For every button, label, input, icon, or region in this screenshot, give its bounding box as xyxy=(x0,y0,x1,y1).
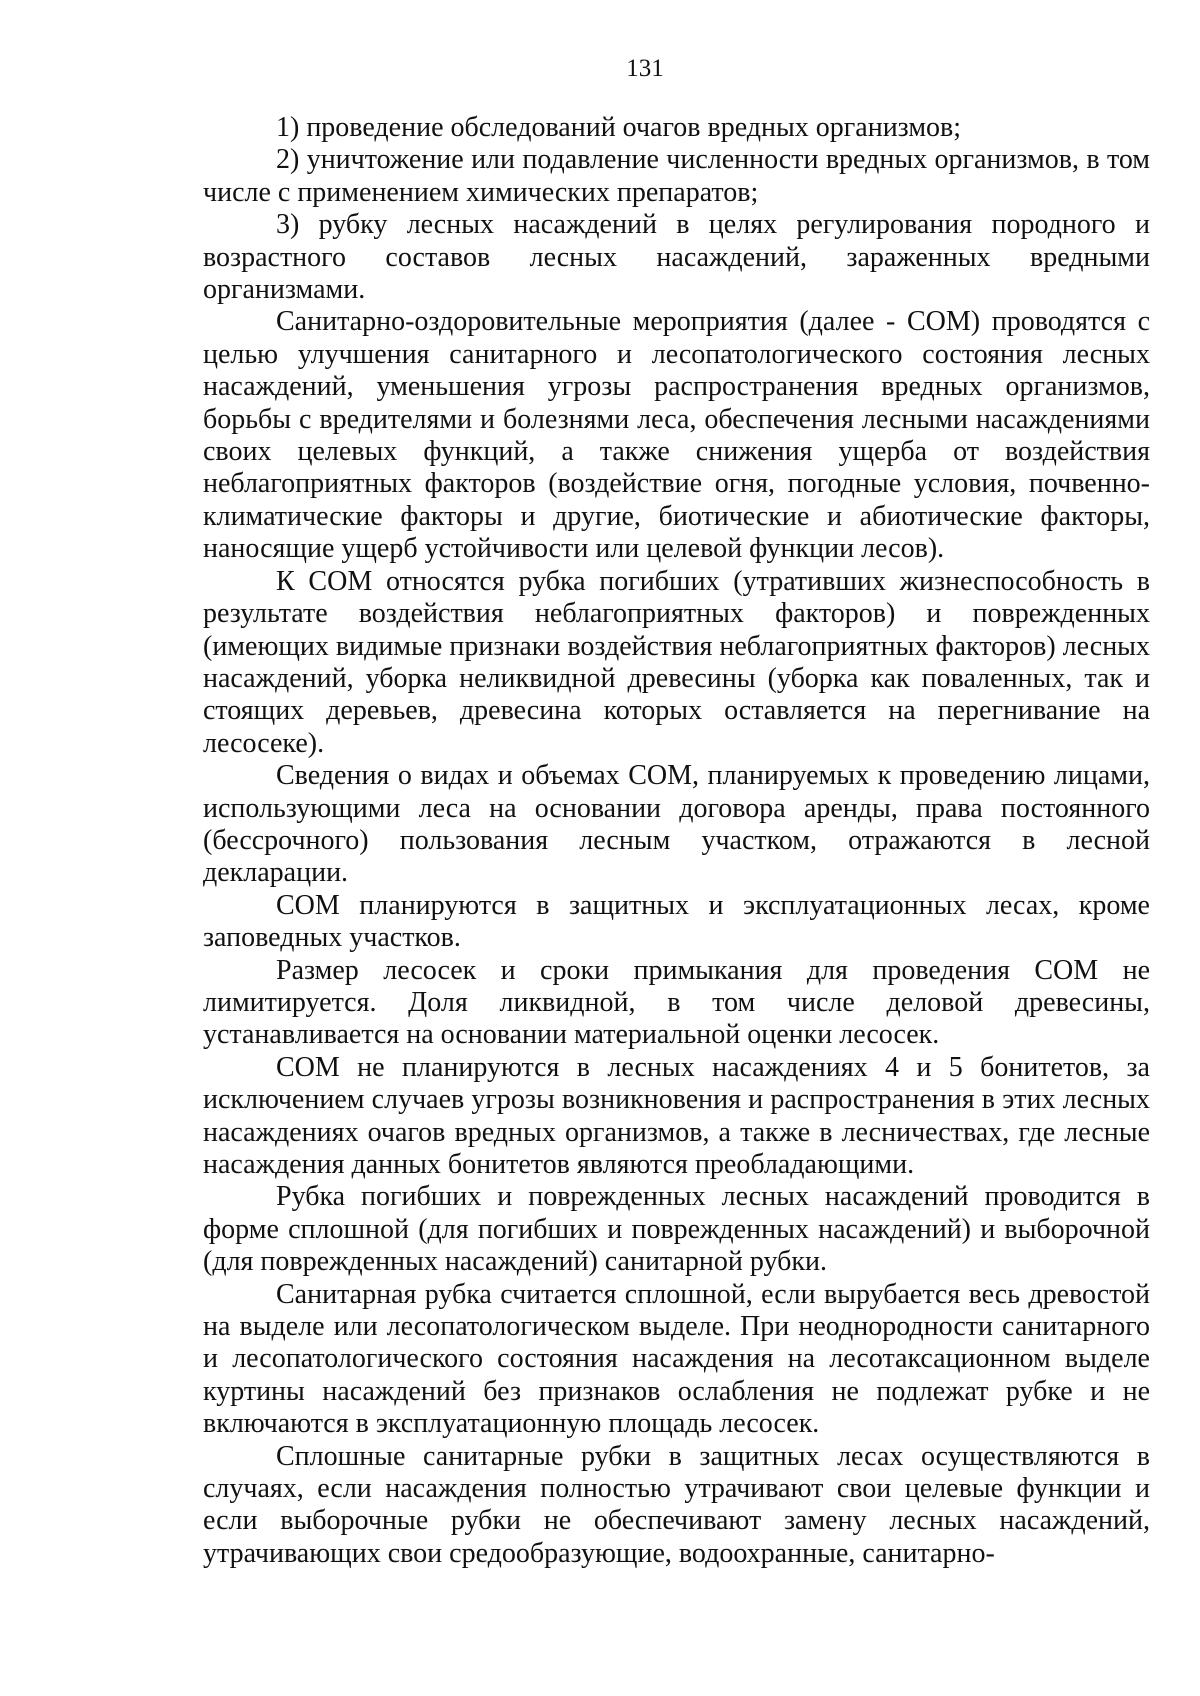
paragraph-som-forests: СОМ планируются в защитных и эксплуатационных лесах, кроме заповедных участков. xyxy=(203,889,1150,954)
list-item-2: 2) уничтожение или подавление численности вредных организмов, в том числе с применением химических препаратов; xyxy=(203,144,1150,208)
paragraph-som-definition: Санитарно-оздоровительные мероприятия (далее - СОМ) проводятся с целью улучшения санитарного и лесопатологического состояния лесных насаждений, уменьшения угрозы распространения вредных организмов, борьбы с вредителями и болезнями леса, обеспечения лесными насаждениями своих целевых функций, а также снижения ущерба от воздействия неблагоприятных факторов (воздействие огня, погодные условия, почвенно-климатические факторы и другие, биотические и абиотические факторы, наносящие ущерб устойчивости или целевой функции лесов). xyxy=(203,306,1150,565)
paragraph-felling-form: Рубка погибших и поврежденных лесных насаждений проводится в форме сплошной (для погибших и поврежденных насаждений) и выборочной (для поврежденных насаждений) санитарной рубки. xyxy=(203,1181,1150,1278)
paragraph-protective-forests: Сплошные санитарные рубки в защитных лесах осуществляются в случаях, если насаждения полностью утрачивают свои целевые функции и если выборочные рубки не обеспечивают замену лесных насаждений, утрачивающих свои средообразующие, водоохранные, санитарно- xyxy=(203,1440,1150,1569)
paragraph-bonitet: СОМ не планируются в лесных насаждениях 4 и 5 бонитетов, за исключением случаев угрозы возникновения и распространения в этих лесных насаждениях очагов вредных организмов, а также в лесничествах, где лесные насаждения данных бонитетов являются преобладающими. xyxy=(203,1051,1150,1180)
paragraph-som-declaration: Сведения о видах и объемах СОМ, планируемых к проведению лицами, использующими леса на основании договора аренды, права постоянного (бессрочного) пользования лесным участком, отражаются в лесной декларации. xyxy=(203,760,1150,889)
list-item-1: 1) проведение обследований очагов вредных организмов; xyxy=(276,112,962,143)
paragraph-cutting-size: Размер лесосек и сроки примыкания для проведения СОМ не лимитируется. Доля ликвидной, в том числе деловой древесины, устанавливается на основании материальной оценки лесосек. xyxy=(203,954,1150,1051)
document-body xyxy=(203,112,1150,1570)
paragraph-clear-felling: Санитарная рубка считается сплошной, если вырубается весь древостой на выделе или лесопатологическом выделе. При неоднородности санитарного и лесопатологического состояния насаждения на лесотаксационном выделе куртины насаждений без признаков ослабления не подлежат рубке и не включаются в эксплуатационную площадь лесосек. xyxy=(203,1278,1150,1440)
page-number: 131 xyxy=(626,55,664,82)
list-item-3: 3) рубку лесных насаждений в целях регулирования породного и возрастного составов лесных насаждений, зараженных вредными организмами. xyxy=(203,209,1150,306)
paragraph-som-includes: К СОМ относятся рубка погибших (утративших жизнеспособность в результате воздействия неблагоприятных факторов) и поврежденных (имеющих видимые признаки воздействия неблагоприятных факторов) лесных насаждений, уборка неликвидной древесины (уборка как поваленных, так и стоящих деревьев, древесина которых оставляется на перегнивание на лесосеке). xyxy=(203,565,1150,759)
